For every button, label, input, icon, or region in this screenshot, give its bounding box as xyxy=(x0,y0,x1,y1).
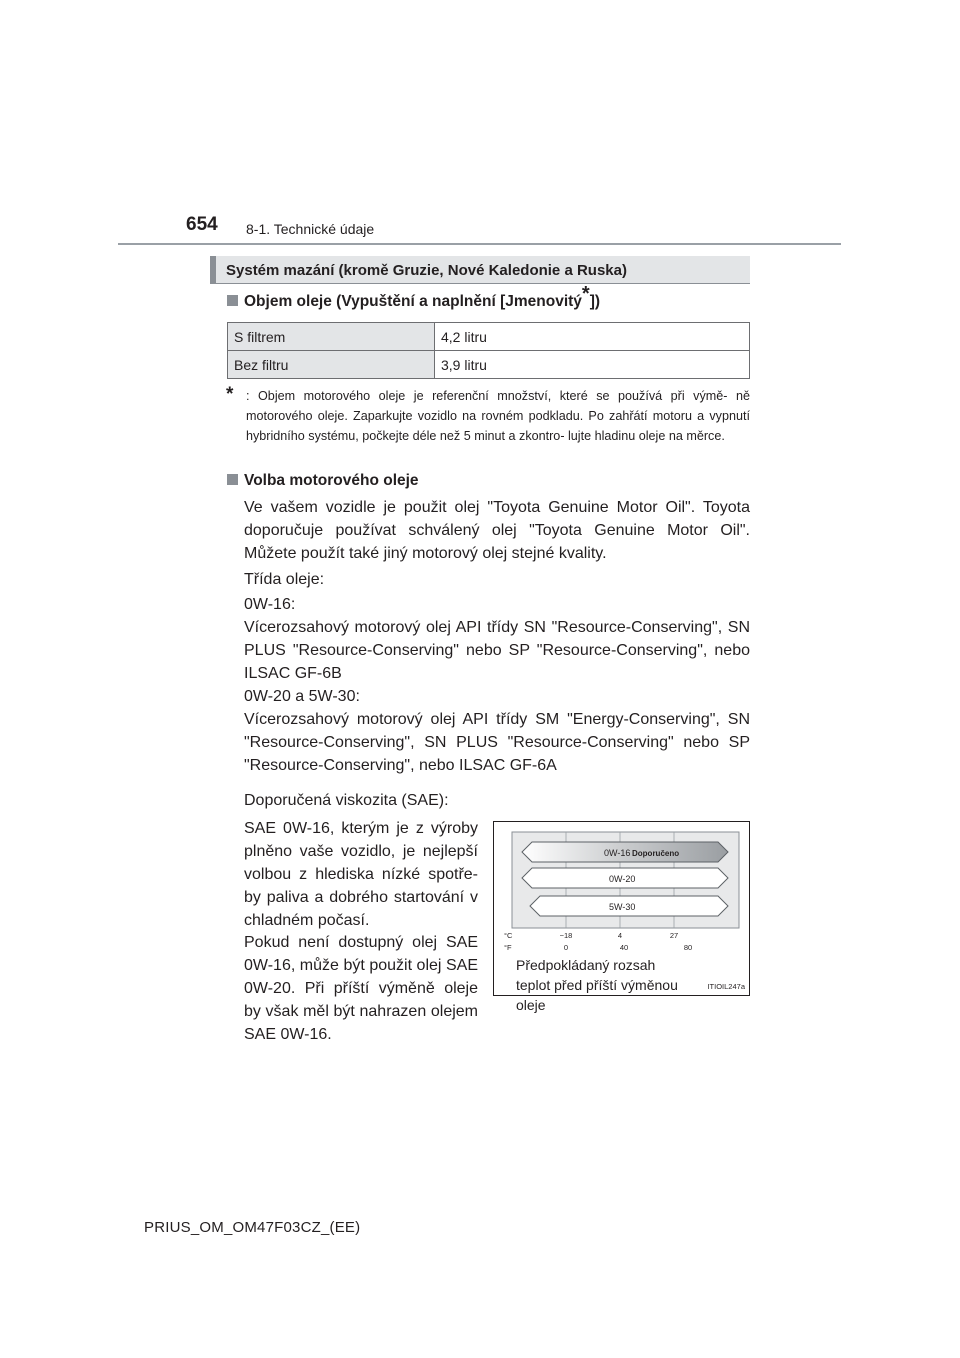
oil-selection-title: Volba motorového oleje xyxy=(244,472,419,489)
celsius-unit: °C xyxy=(504,931,513,940)
table-row xyxy=(228,351,750,379)
footnote-text: : Objem motorového oleje je referenční množství, které se používá při výmě- ně motorového oleje. Zaparkujte vozidlo na rovném podkladu. Po zahřátí motoru a vypnutí hybridního systému, počkejte déle než 5 minut a zkontro- lujte hladinu oleje na měrce. xyxy=(246,389,750,443)
oil-capacity-footnote-star: * xyxy=(581,282,590,305)
lubrication-system-title: Systém mazání (kromě Gruzie, Nové Kaledonie a Ruska) xyxy=(226,262,627,279)
bar-0w20-label: 0W-20 xyxy=(609,874,636,884)
figure-caption: Předpokládaný rozsah teplot před příští výměnou oleje xyxy=(516,957,678,1013)
grade-0w20-text: Vícerozsahový motorový olej API třídy SM "Energy-Conserving", SN "Resource-Conserving", SN PLUS "Resource-Conserving" nebo SP "Resource-Conserving", nebo ILSAC GF-6A xyxy=(244,711,750,774)
figure-id: ITIOIL247a xyxy=(707,982,745,991)
tick-label-celsius: −18 xyxy=(559,931,573,940)
document-footer: PRIUS_OM_OM47F03CZ_(EE) xyxy=(144,1219,361,1236)
lubrication-system-header xyxy=(210,256,750,284)
table-cell-label: S filtrem xyxy=(228,323,435,351)
oil-selection-heading xyxy=(227,472,419,490)
viscosity-label: Doporučená viskozita (SAE): xyxy=(244,792,449,809)
bar-0w16-tag: Doporučeno xyxy=(632,849,680,858)
section-title: 8-1. Technické údaje xyxy=(246,221,375,237)
tick-label-celsius: 4 xyxy=(617,931,623,940)
viscosity-text: SAE 0W-16, kterým je z výroby plněno vaše vozidlo, je nejlepší volbou z hlediska nízké spotře- by paliva a dobrého startování v chladném počasí. xyxy=(244,820,478,929)
tick-label-fahrenheit: 0 xyxy=(563,943,569,952)
oil-selection-intro: Ve vašem vozidle je použit olej "Toyota Genuine Motor Oil". Toyota doporučuje používat schválený olej "Toyota Genuine Motor Oil". Můžete použít také jiný motorový olej stejné kvality. xyxy=(244,499,750,562)
oil-capacity-table xyxy=(227,322,750,379)
viscosity-temperature-figure xyxy=(493,821,750,1013)
table-row xyxy=(228,323,750,351)
alternative-oil-text: Pokud není dostupný olej SAE 0W-16, může být použit olej SAE 0W-20. Při příští výměně oleje by však měl být nahrazen olejem SAE 0W-16. xyxy=(244,934,478,1043)
fahrenheit-unit: °F xyxy=(504,943,512,952)
page-number: 654 xyxy=(186,214,218,235)
tick-label-fahrenheit: 40 xyxy=(619,943,629,952)
grade-0w16-text: Vícerozsahový motorový olej API třídy SN "Resource-Conserving", SN PLUS "Resource-Conserving" nebo SP "Resource-Conserving", nebo ILSAC GF-6B xyxy=(244,619,750,682)
oil-capacity-title-end: ]) xyxy=(589,293,601,310)
oil-grade-label: Třída oleje: xyxy=(244,571,325,588)
tick-label-fahrenheit: 80 xyxy=(683,943,693,952)
grade-0w16-title: 0W-16: xyxy=(244,596,296,613)
bar-0w16-label: 0W-16 xyxy=(604,848,631,858)
table-cell-label: Bez filtru xyxy=(228,351,435,379)
bar-5w30-label: 5W-30 xyxy=(609,902,636,912)
oil-capacity-heading xyxy=(227,282,601,311)
grade-0w20-title: 0W-20 a 5W-30: xyxy=(244,688,360,705)
table-cell-value: 3,9 litru xyxy=(435,351,750,379)
footnote-marker: * xyxy=(226,384,234,405)
bullet-square-icon xyxy=(227,474,238,485)
bullet-square-icon xyxy=(227,295,238,306)
header-rule xyxy=(118,243,841,245)
table-cell-value: 4,2 litru xyxy=(435,323,750,351)
oil-capacity-title: Objem oleje (Vypuštění a naplnění [Jmenovitý xyxy=(244,293,582,310)
tick-label-celsius: 27 xyxy=(669,931,679,940)
